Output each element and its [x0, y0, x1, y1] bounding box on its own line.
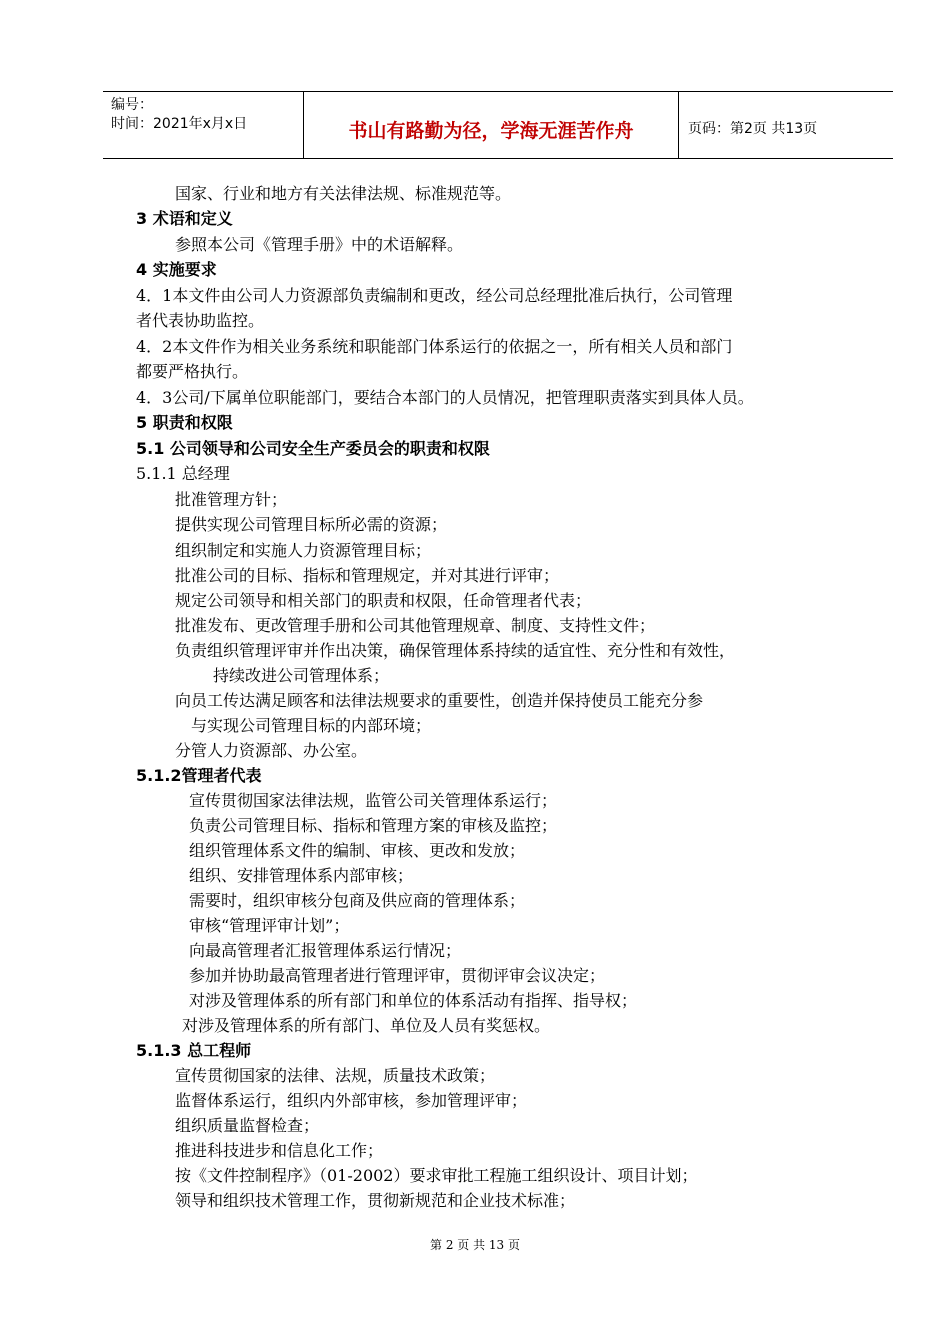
body-line: 领导和组织技术管理工作，贯彻新规范和企业技术标准；	[175, 1191, 576, 1210]
body-line: 审核“管理评审计划”；	[189, 916, 350, 935]
body-line: 与实现公司管理目标的内部环境；	[191, 716, 432, 735]
body-line: 持续改进公司管理体系；	[213, 666, 390, 685]
body-line: 者代表协助监控。	[136, 311, 265, 330]
body-line: 对涉及管理体系的所有部门、单位及人员有奖惩权。	[182, 1016, 551, 1035]
body-line: 批准公司的目标、指标和管理规定，并对其进行评审；	[175, 566, 560, 585]
body-line: 组织制定和实施人力资源管理目标；	[175, 541, 432, 560]
body-line: 4．2本文件作为相关业务系统和职能部门体系运行的依据之一，所有相关人员和部门	[136, 337, 733, 356]
section-heading-4: 4 实施要求	[136, 260, 217, 279]
header-left-cell	[103, 92, 303, 158]
body-line: 宣传贯彻国家法律法规，监管公司关管理体系运行；	[189, 791, 558, 810]
body-line: 批准管理方针；	[175, 490, 288, 509]
document-time-label: 时间：2021年x月x日	[111, 116, 248, 132]
body-line: 组织管理体系文件的编制、审核、更改和发放；	[189, 841, 526, 860]
body-line: 4．1本文件由公司人力资源部负责编制和更改，经公司总经理批准后执行，公司管理	[136, 286, 733, 305]
body-line: 批准发布、更改管理手册和公司其他管理规章、制度、支持性文件；	[175, 616, 656, 635]
section-heading-5: 5 职责和权限	[136, 413, 233, 432]
body-line: 向最高管理者汇报管理体系运行情况；	[189, 941, 462, 960]
body-line: 组织质量监督检查；	[175, 1116, 320, 1135]
header-motto: 书山有路勤为径，学海无涯苦作舟	[348, 120, 634, 142]
body-line: 按《文件控制程序》（01-2002）要求审批工程施工组织设计、项目计划；	[175, 1166, 698, 1185]
body-line: 参照本公司《管理手册》中的术语解释。	[175, 235, 464, 254]
body-line: 负责公司管理目标、指标和管理方案的审核及监控；	[189, 816, 558, 835]
page-footer: 第 2 页 共 13 页	[430, 1238, 520, 1252]
body-line: 提供实现公司管理目标所必需的资源；	[175, 515, 448, 534]
subsection-heading-5-1-1: 5.1.1 总经理	[136, 464, 230, 483]
document-number-label: 编号：	[111, 97, 153, 113]
body-line: 推进科技进步和信息化工作；	[175, 1141, 384, 1160]
subsection-heading-5-1: 5.1 公司领导和公司安全生产委员会的职责和权限	[136, 439, 490, 458]
body-line: 向员工传达满足顾客和法律法规要求的重要性，创造并保持使员工能充分参	[175, 691, 704, 710]
body-line: 参加并协助最高管理者进行管理评审，贯彻评审会议决定；	[189, 966, 606, 985]
subsection-heading-5-1-3: 5.1.3 总工程师	[136, 1041, 252, 1060]
body-line: 组织、安排管理体系内部审核；	[189, 866, 414, 885]
header-page-info: 页码：第2页 共13页	[688, 121, 818, 137]
subsection-heading-5-1-2: 5.1.2管理者代表	[136, 766, 262, 785]
body-line: 分管人力资源部、办公室。	[175, 741, 368, 760]
body-line: 宣传贯彻国家的法律、法规，质量技术政策；	[175, 1066, 496, 1085]
document-header	[103, 91, 893, 159]
body-line: 监督体系运行，组织内外部审核，参加管理评审；	[175, 1091, 528, 1110]
body-line: 需要时，组织审核分包商及供应商的管理体系；	[189, 891, 526, 910]
body-line: 国家、行业和地方有关法律法规、标准规范等。	[175, 184, 512, 203]
body-line: 4．3公司/下属单位职能部门，要结合本部门的人员情况，把管理职责落实到具体人员。	[136, 388, 754, 407]
body-line: 对涉及管理体系的所有部门和单位的体系活动有指挥、指导权；	[189, 991, 638, 1010]
body-line: 都要严格执行。	[136, 362, 249, 381]
section-heading-3: 3 术语和定义	[136, 209, 233, 228]
body-line: 规定公司领导和相关部门的职责和权限，任命管理者代表；	[175, 591, 592, 610]
body-line: 负责组织管理评审并作出决策，确保管理体系持续的适宜性、充分性和有效性，	[175, 641, 736, 660]
header-page-cell	[679, 92, 893, 158]
header-motto-cell	[303, 92, 679, 158]
